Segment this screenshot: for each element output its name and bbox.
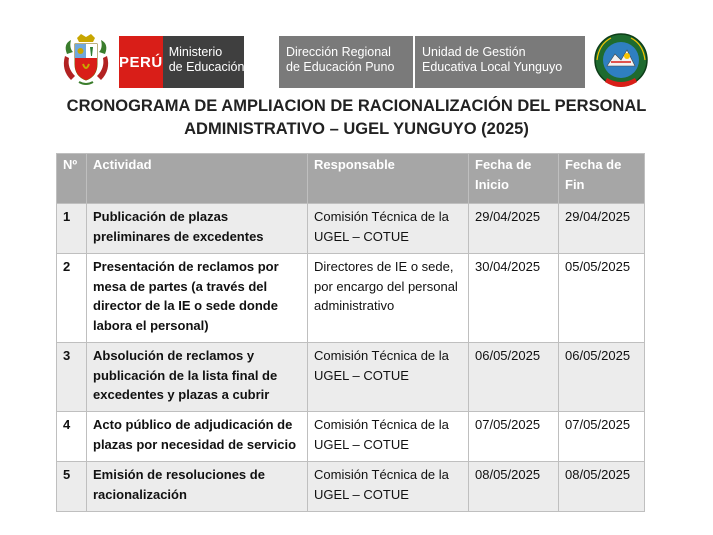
row-fecha-fin: 05/05/2025 <box>559 254 645 343</box>
ugel-yunguyo-logo-icon <box>593 32 649 92</box>
row-fecha-fin: 29/04/2025 <box>559 204 645 254</box>
row-fecha-inicio: 06/05/2025 <box>469 343 559 412</box>
row-responsable: Comisión Técnica de la UGEL – COTUE <box>308 343 469 412</box>
header-fecha-inicio: Fecha de Inicio <box>469 154 559 204</box>
table-row <box>57 343 645 412</box>
row-actividad: Acto público de adjudicación de plazas por necesidad de servicio <box>87 412 308 462</box>
row-fecha-inicio: 08/05/2025 <box>469 462 559 512</box>
title-line-2: ADMINISTRATIVO – UGEL YUNGUYO (2025) <box>184 120 529 138</box>
ugel-label <box>415 36 585 88</box>
table-row <box>57 462 645 512</box>
peru-coat-of-arms-icon <box>61 34 111 88</box>
table-row <box>57 254 645 343</box>
table-row <box>57 412 645 462</box>
row-num: 3 <box>57 343 87 412</box>
row-fecha-inicio: 30/04/2025 <box>469 254 559 343</box>
table-header-row <box>57 154 645 204</box>
title-line-1: CRONOGRAMA DE AMPLIACION DE RACIONALIZACIÓN DEL PERSONAL <box>66 97 647 115</box>
row-num: 1 <box>57 204 87 254</box>
ministerio-line-2: de Educación <box>168 60 245 74</box>
row-fecha-fin: 08/05/2025 <box>559 462 645 512</box>
row-fecha-inicio: 29/04/2025 <box>469 204 559 254</box>
peru-label: PERÚ <box>119 36 163 88</box>
header-responsable: Responsable <box>308 154 469 204</box>
row-actividad: Publicación de plazas preliminares de excedentes <box>87 204 308 254</box>
ministerio-label <box>163 36 245 88</box>
row-responsable: Comisión Técnica de la UGEL – COTUE <box>308 462 469 512</box>
row-num: 2 <box>57 254 87 343</box>
header-banner <box>57 32 647 92</box>
header-num: Nº <box>57 154 87 204</box>
row-fecha-fin: 06/05/2025 <box>559 343 645 412</box>
header-fecha-fin: Fecha de Fin <box>559 154 645 204</box>
row-num: 4 <box>57 412 87 462</box>
dre-line-1: Dirección Regional <box>286 45 391 59</box>
schedule-table <box>56 153 645 512</box>
header-actividad: Actividad <box>87 154 308 204</box>
row-fecha-fin: 07/05/2025 <box>559 412 645 462</box>
ugel-line-2: Educativa Local Yunguyo <box>422 60 563 74</box>
peru-minedu-logo <box>119 36 245 88</box>
dre-line-2: de Educación Puno <box>286 60 395 74</box>
row-responsable: Comisión Técnica de la UGEL – COTUE <box>308 204 469 254</box>
page-title <box>0 95 713 141</box>
table-row <box>57 204 645 254</box>
ugel-line-1: Unidad de Gestión <box>422 45 526 59</box>
dre-label <box>279 36 413 88</box>
row-actividad: Emisión de resoluciones de racionalización <box>87 462 308 512</box>
row-fecha-inicio: 07/05/2025 <box>469 412 559 462</box>
row-actividad: Presentación de reclamos por mesa de partes (a través del director de la IE o sede donde labora el personal) <box>87 254 308 343</box>
row-actividad: Absolución de reclamos y publicación de la lista final de excedentes y plazas a cubrir <box>87 343 308 412</box>
row-responsable: Directores de IE o sede, por encargo del personal administrativo <box>308 254 469 343</box>
row-num: 5 <box>57 462 87 512</box>
row-responsable: Comisión Técnica de la UGEL – COTUE <box>308 412 469 462</box>
ministerio-line-1: Ministerio <box>168 45 223 59</box>
